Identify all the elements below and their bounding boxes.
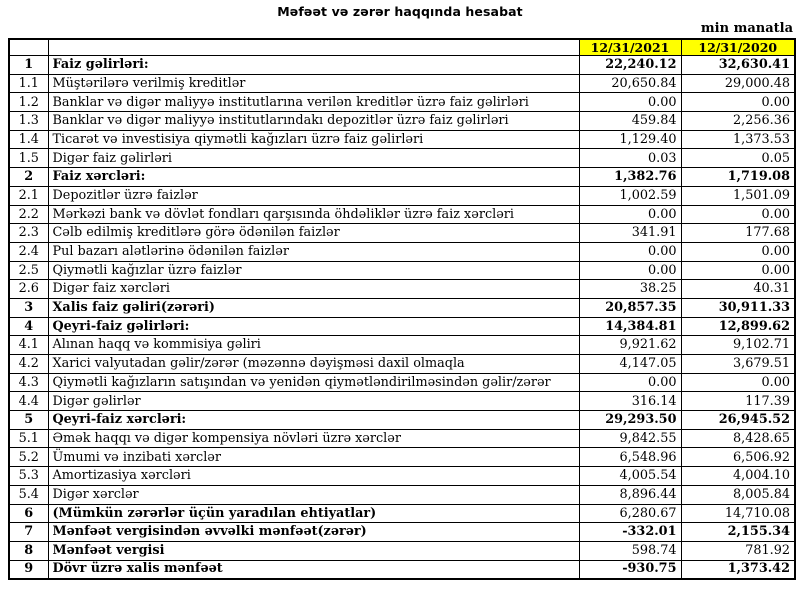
value-2021-cell: 6,280.67 xyxy=(579,504,681,523)
value-2021-cell: 598.74 xyxy=(579,541,681,560)
value-2020-cell: 2,256.36 xyxy=(681,112,795,131)
value-2020-cell: 8,428.65 xyxy=(681,429,795,448)
table-row xyxy=(9,93,795,112)
row-label-cell: Pul bazarı alətlərinə ödənilən faizlər xyxy=(48,242,579,261)
table-row xyxy=(9,298,795,317)
row-label-cell: Alınan haqq və kommisiya gəliri xyxy=(48,336,579,355)
row-number-cell: 5.2 xyxy=(9,448,48,467)
value-2021-cell: 459.84 xyxy=(579,112,681,131)
value-2020-cell: 6,506.92 xyxy=(681,448,795,467)
row-label-cell: Qiymətli kağızların satışından və yenidən qiymətləndirilməsindən gəlir/zərər xyxy=(48,373,579,392)
row-number-cell: 2.1 xyxy=(9,186,48,205)
row-number-cell: 2.5 xyxy=(9,261,48,280)
row-number-cell: 2.2 xyxy=(9,205,48,224)
value-2020-cell: 30,911.33 xyxy=(681,298,795,317)
row-label-cell: Faiz gəlirləri: xyxy=(48,56,579,75)
row-label-cell: Digər faiz xərcləri xyxy=(48,280,579,299)
value-2021-cell: 316.14 xyxy=(579,392,681,411)
value-2020-cell: 40.31 xyxy=(681,280,795,299)
row-number-cell: 1.2 xyxy=(9,93,48,112)
row-number-cell: 7 xyxy=(9,523,48,542)
table-row xyxy=(9,112,795,131)
row-number-cell: 4.1 xyxy=(9,336,48,355)
value-2021-cell: 1,129.40 xyxy=(579,130,681,149)
row-number-cell: 5.3 xyxy=(9,467,48,486)
value-2021-cell: 4,147.05 xyxy=(579,355,681,374)
table-row xyxy=(9,392,795,411)
value-2021-cell: 20,857.35 xyxy=(579,298,681,317)
header-number-cell xyxy=(9,39,48,56)
report-table-body xyxy=(9,56,795,579)
row-number-cell: 9 xyxy=(9,560,48,579)
value-2020-cell: 3,679.51 xyxy=(681,355,795,374)
row-label-cell: Qeyri-faiz xərcləri: xyxy=(48,411,579,430)
row-label-cell: Ticarət və investisiya qiymətli kağızları üzrə faiz gəlirləri xyxy=(48,130,579,149)
table-row xyxy=(9,541,795,560)
value-2021-cell: 8,896.44 xyxy=(579,485,681,504)
table-row xyxy=(9,149,795,168)
row-number-cell: 2.3 xyxy=(9,224,48,243)
row-label-cell: (Mümkün zərərlər üçün yaradılan ehtiyatlar) xyxy=(48,504,579,523)
value-2020-cell: 26,945.52 xyxy=(681,411,795,430)
row-label-cell: Dövr üzrə xalis mənfəət xyxy=(48,560,579,579)
header-row xyxy=(9,39,795,56)
row-number-cell: 2 xyxy=(9,168,48,187)
value-2021-cell: 6,548.96 xyxy=(579,448,681,467)
value-2021-cell: 0.00 xyxy=(579,205,681,224)
value-2021-cell: 0.03 xyxy=(579,149,681,168)
row-number-cell: 4.4 xyxy=(9,392,48,411)
row-label-cell: Cəlb edilmiş kreditlərə görə ödənilən faizlər xyxy=(48,224,579,243)
row-number-cell: 4.2 xyxy=(9,355,48,374)
row-number-cell: 1.4 xyxy=(9,130,48,149)
row-label-cell: Xarici valyutadan gəlir/zərər (məzənnə dəyişməsi daxil olmaqla xyxy=(48,355,579,374)
value-2020-cell: 0.00 xyxy=(681,373,795,392)
value-2020-cell: 1,373.42 xyxy=(681,560,795,579)
row-number-cell: 4 xyxy=(9,317,48,336)
row-label-cell: Mənfəət vergisi xyxy=(48,541,579,560)
value-2020-cell: 14,710.08 xyxy=(681,504,795,523)
value-2021-cell: 4,005.54 xyxy=(579,467,681,486)
value-2020-cell: 12,899.62 xyxy=(681,317,795,336)
value-2021-cell: 20,650.84 xyxy=(579,74,681,93)
value-2020-cell: 1,719.08 xyxy=(681,168,795,187)
value-2021-cell: 1,382.76 xyxy=(579,168,681,187)
value-2021-cell: 0.00 xyxy=(579,261,681,280)
row-label-cell: Müştərilərə verilmiş kreditlər xyxy=(48,74,579,93)
row-number-cell: 1 xyxy=(9,56,48,75)
value-2021-cell: 14,384.81 xyxy=(579,317,681,336)
row-label-cell: Digər faiz gəlirləri xyxy=(48,149,579,168)
table-row xyxy=(9,242,795,261)
row-number-cell: 5.1 xyxy=(9,429,48,448)
row-label-cell: Digər xərclər xyxy=(48,485,579,504)
value-2020-cell: 1,501.09 xyxy=(681,186,795,205)
row-number-cell: 5 xyxy=(9,411,48,430)
value-2020-cell: 0.00 xyxy=(681,261,795,280)
value-2020-cell: 117.39 xyxy=(681,392,795,411)
row-number-cell: 2.4 xyxy=(9,242,48,261)
value-2021-cell: 9,921.62 xyxy=(579,336,681,355)
row-number-cell: 3 xyxy=(9,298,48,317)
table-row xyxy=(9,261,795,280)
row-number-cell: 2.6 xyxy=(9,280,48,299)
value-2021-cell: 0.00 xyxy=(579,93,681,112)
table-row xyxy=(9,448,795,467)
value-2021-cell: 22,240.12 xyxy=(579,56,681,75)
table-row xyxy=(9,523,795,542)
table-row xyxy=(9,56,795,75)
value-2020-cell: 0.00 xyxy=(681,242,795,261)
table-row xyxy=(9,411,795,430)
value-2021-cell: 0.00 xyxy=(579,242,681,261)
row-number-cell: 4.3 xyxy=(9,373,48,392)
row-number-cell: 5.4 xyxy=(9,485,48,504)
row-label-cell: Banklar və digər maliyyə institutlarındakı depozitlər üzrə faiz gəlirləri xyxy=(48,112,579,131)
value-2020-cell: 2,155.34 xyxy=(681,523,795,542)
row-number-cell: 8 xyxy=(9,541,48,560)
unit-label: min manatla xyxy=(700,21,793,36)
value-2020-cell: 4,004.10 xyxy=(681,467,795,486)
row-label-cell: Mərkəzi bank və dövlət fondları qarşısında öhdəliklər üzrə faiz xərcləri xyxy=(48,205,579,224)
row-label-cell: Mənfəət vergisindən əvvəlki mənfəət(zərər) xyxy=(48,523,579,542)
table-row xyxy=(9,186,795,205)
table-row xyxy=(9,224,795,243)
value-2020-cell: 781.92 xyxy=(681,541,795,560)
value-2021-cell: 1,002.59 xyxy=(579,186,681,205)
row-label-cell: Ümumi və inzibati xərclər xyxy=(48,448,579,467)
value-2020-cell: 1,373.53 xyxy=(681,130,795,149)
row-label-cell: Qiymətli kağızlar üzrə faizlər xyxy=(48,261,579,280)
value-2021-cell: 0.00 xyxy=(579,373,681,392)
value-2021-cell: 341.91 xyxy=(579,224,681,243)
value-2021-cell: 38.25 xyxy=(579,280,681,299)
table-row xyxy=(9,336,795,355)
row-label-cell: Faiz xərcləri: xyxy=(48,168,579,187)
table-row xyxy=(9,205,795,224)
row-label-cell: Amortizasiya xərcləri xyxy=(48,467,579,486)
table-row xyxy=(9,74,795,93)
row-label-cell: Əmək haqqı və digər kompensiya növləri üzrə xərclər xyxy=(48,429,579,448)
row-label-cell: Digər gəlirlər xyxy=(48,392,579,411)
page-title: Məfəət və zərər haqqında hesabat xyxy=(277,4,523,19)
value-2020-cell: 0.00 xyxy=(681,205,795,224)
value-2020-cell: 32,630.41 xyxy=(681,56,795,75)
row-label-cell: Xalis faiz gəliri(zərəri) xyxy=(48,298,579,317)
table-row xyxy=(9,280,795,299)
table-header xyxy=(9,39,795,56)
header-date-2021: 12/31/2021 xyxy=(579,39,681,56)
table-row xyxy=(9,168,795,187)
value-2021-cell: -332.01 xyxy=(579,523,681,542)
row-number-cell: 1.5 xyxy=(9,149,48,168)
table-row xyxy=(9,429,795,448)
header-date-2020: 12/31/2020 xyxy=(681,39,795,56)
table-row xyxy=(9,467,795,486)
value-2021-cell: -930.75 xyxy=(579,560,681,579)
value-2020-cell: 0.05 xyxy=(681,149,795,168)
value-2021-cell: 29,293.50 xyxy=(579,411,681,430)
row-number-cell: 1.3 xyxy=(9,112,48,131)
row-label-cell: Qeyri-faiz gəlirləri: xyxy=(48,317,579,336)
value-2020-cell: 177.68 xyxy=(681,224,795,243)
row-label-cell: Depozitlər üzrə faizlər xyxy=(48,186,579,205)
table-row xyxy=(9,373,795,392)
header-label-cell xyxy=(48,39,579,56)
table-row xyxy=(9,485,795,504)
value-2020-cell: 8,005.84 xyxy=(681,485,795,504)
table-row xyxy=(9,560,795,579)
profit-loss-table xyxy=(8,38,796,580)
row-number-cell: 6 xyxy=(9,504,48,523)
value-2020-cell: 0.00 xyxy=(681,93,795,112)
row-label-cell: Banklar və digər maliyyə institutlarına verilən kreditlər üzrə faiz gəlirləri xyxy=(48,93,579,112)
table-row xyxy=(9,317,795,336)
table-row xyxy=(9,130,795,149)
table-row xyxy=(9,355,795,374)
value-2020-cell: 29,000.48 xyxy=(681,74,795,93)
value-2020-cell: 9,102.71 xyxy=(681,336,795,355)
table-row xyxy=(9,504,795,523)
row-number-cell: 1.1 xyxy=(9,74,48,93)
value-2021-cell: 9,842.55 xyxy=(579,429,681,448)
